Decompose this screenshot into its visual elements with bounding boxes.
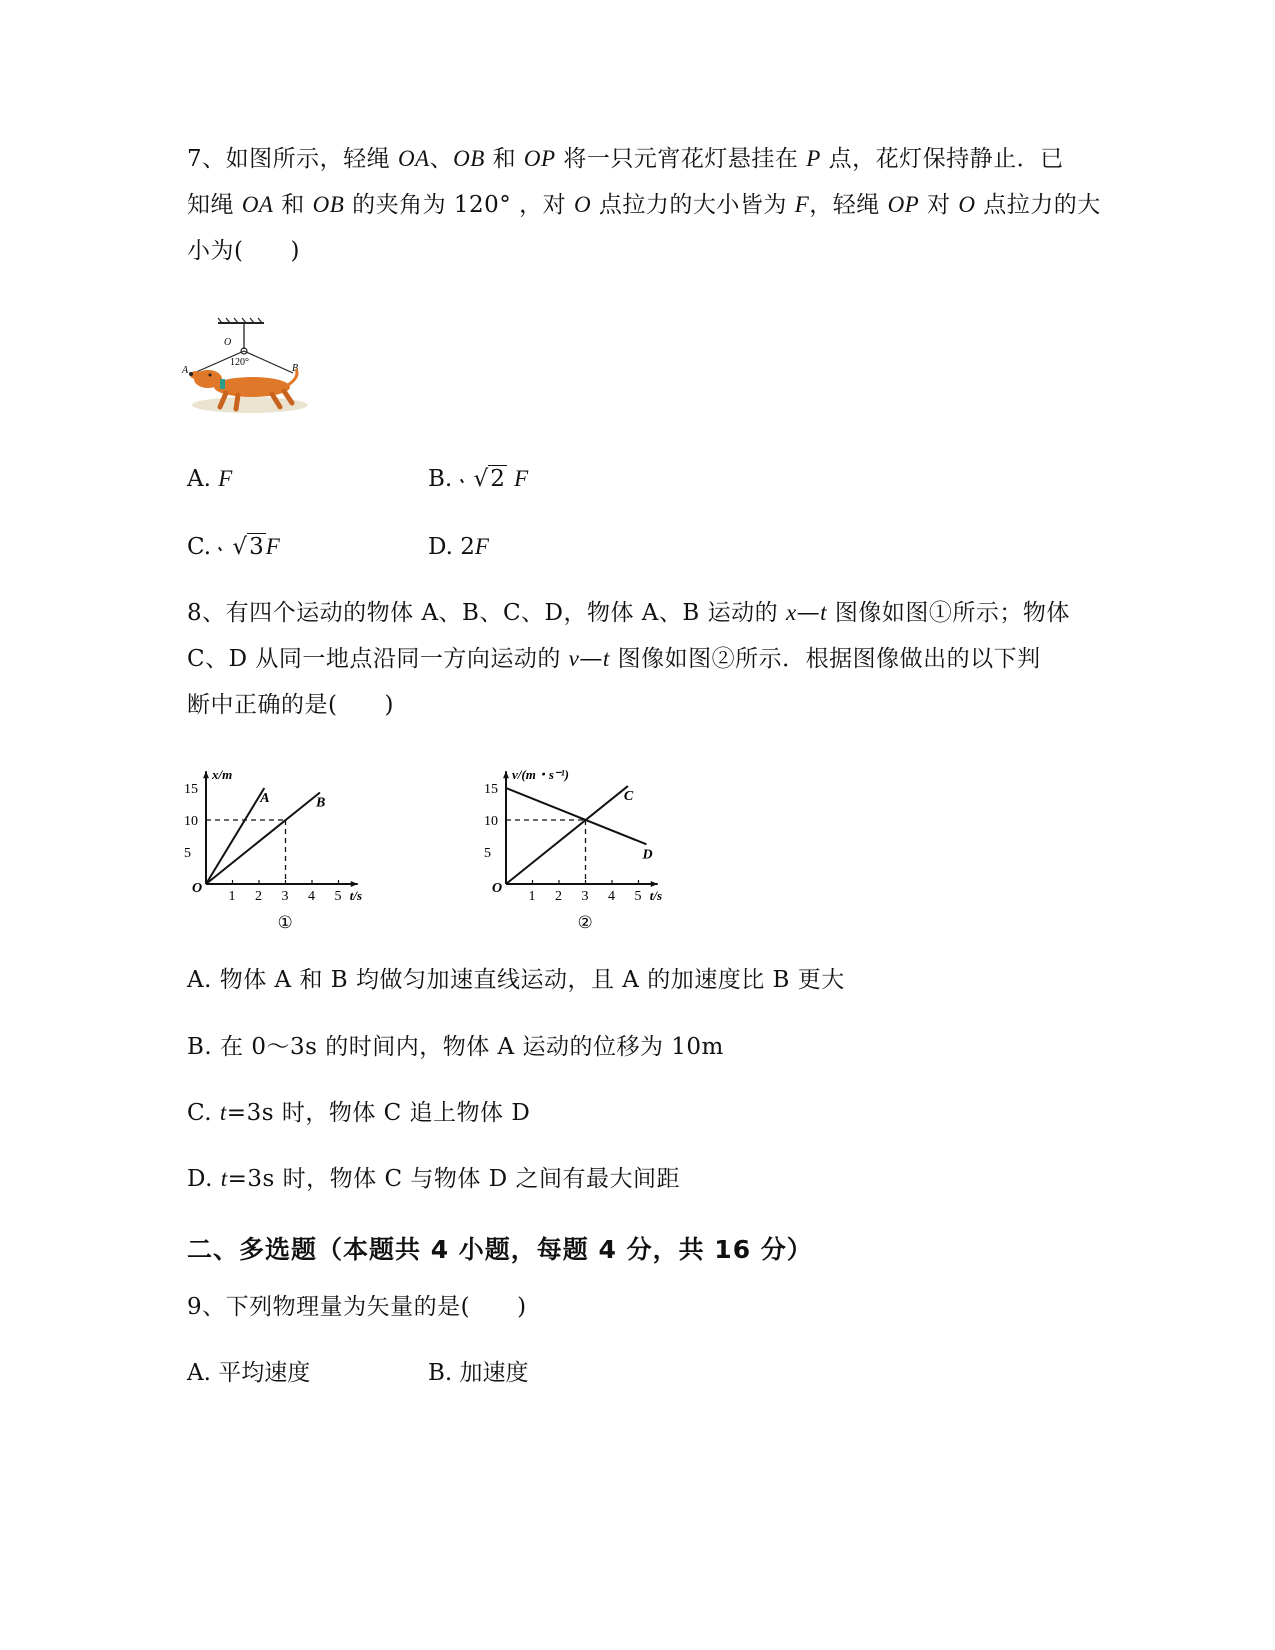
x-axis-arrow xyxy=(651,881,658,887)
x-tick-label: 1 xyxy=(228,889,236,904)
text: 和 xyxy=(484,146,524,172)
q7-option-c[interactable] xyxy=(187,532,280,562)
text: OB xyxy=(453,146,485,171)
section-heading: 二、多选题（本题共 4 小题，每题 4 分，共 16 分） xyxy=(187,1235,813,1264)
y-tick-label: 5 xyxy=(484,846,491,861)
text: =3s 时，物体 C 追上物体 D xyxy=(226,1100,531,1126)
text: O xyxy=(958,192,976,217)
y-axis-arrow xyxy=(503,771,509,778)
text: 7、如图所示，轻绳 xyxy=(187,146,398,172)
series-line-A xyxy=(206,788,264,884)
q9-stem xyxy=(187,1292,527,1322)
text: OA xyxy=(241,192,274,217)
origin-label: O xyxy=(492,881,503,896)
q7-lantern-figure xyxy=(180,315,320,425)
text: 点拉力的大小皆为 xyxy=(591,192,795,218)
text: F xyxy=(218,466,233,491)
vt-chart xyxy=(478,756,688,941)
x-tick-label: 2 xyxy=(255,889,262,904)
y-tick-label: 10 xyxy=(484,814,498,829)
text: 3 xyxy=(249,534,264,560)
text: 2 xyxy=(490,466,505,492)
text: A. 物体 A 和 B 均做匀加速直线运动，且 A 的加速度比 B 更大 xyxy=(187,967,845,993)
q7-option-d[interactable] xyxy=(428,532,489,562)
text: 将一只元宵花灯悬挂在 xyxy=(555,146,807,172)
text: C. xyxy=(187,534,219,560)
origin-label: O xyxy=(192,881,203,896)
text: P xyxy=(806,146,821,171)
x-tick-label: 1 xyxy=(528,889,536,904)
text: 点，花灯保持静止．已 xyxy=(820,146,1064,172)
text: — xyxy=(579,646,603,672)
q7-stem-line-1 xyxy=(187,144,1064,174)
text: 和 xyxy=(273,192,313,218)
y-tick-label: 10 xyxy=(184,814,198,829)
text: 9、下列物理量为矢量的是( ) xyxy=(187,1294,527,1320)
q8-option-a[interactable] xyxy=(187,965,845,995)
text: C、D 从同一地点沿同一方向运动的 xyxy=(187,646,569,672)
y-tick-label: 15 xyxy=(184,782,198,797)
chart-caption: ① xyxy=(277,913,293,932)
y-axis-label: x/m xyxy=(212,767,233,783)
y-tick-label: 5 xyxy=(184,846,191,861)
q8-option-c[interactable] xyxy=(187,1098,530,1128)
text: ，轻绳 xyxy=(809,192,888,218)
series-line-C xyxy=(506,786,628,884)
x-axis-arrow xyxy=(351,881,358,887)
label-A: A xyxy=(182,365,189,376)
q8-stem-line-2 xyxy=(187,644,1041,674)
label-angle: 120° xyxy=(230,357,249,368)
text: OA xyxy=(397,146,430,171)
x-tick-label: 2 xyxy=(555,889,562,904)
text: t xyxy=(602,646,610,671)
text: 知绳 xyxy=(187,192,242,218)
text: F xyxy=(474,534,489,559)
x-tick-label: 4 xyxy=(308,889,315,904)
x-tick-label: 3 xyxy=(281,889,289,904)
x-tick-label: 3 xyxy=(581,889,589,904)
text: 的夹角为 120° ，对 xyxy=(344,192,574,218)
x-axis-label: t/s xyxy=(349,888,363,903)
q7-option-a[interactable] xyxy=(187,464,232,494)
text: B. 加速度 xyxy=(428,1360,529,1386)
series-label-C: C xyxy=(623,789,634,805)
q8-option-b[interactable] xyxy=(187,1032,724,1062)
sqrt-symbol: √2 xyxy=(460,464,507,494)
text: A. 平均速度 xyxy=(187,1360,311,1386)
text: 图像如图①所示；物体 xyxy=(827,600,1070,626)
text: F xyxy=(794,192,810,217)
text: OB xyxy=(312,192,345,217)
series-line-B xyxy=(206,792,320,884)
x-axis-label: t/s xyxy=(649,888,663,903)
text: O xyxy=(573,192,592,217)
text: D. 2 xyxy=(428,534,475,560)
series-label-B: B xyxy=(315,795,326,811)
q8-stem-line-1 xyxy=(187,598,1070,628)
text: v xyxy=(568,646,580,671)
y-axis-arrow xyxy=(203,771,209,778)
y-tick-label: 15 xyxy=(484,782,498,797)
text: t xyxy=(219,1100,227,1125)
text: 小为( ) xyxy=(187,238,300,264)
text: OP xyxy=(887,192,920,217)
label-O: O xyxy=(224,337,232,348)
text: 对 xyxy=(919,192,959,218)
x-tick-label: 5 xyxy=(334,889,342,904)
series-label-A: A xyxy=(260,791,270,806)
q8-stem-line-3 xyxy=(187,690,394,720)
text: B. 在 0～3s 的时间内，物体 A 运动的位移为 10m xyxy=(187,1034,724,1060)
text: 点拉力的大 xyxy=(975,192,1101,218)
q8-option-d[interactable] xyxy=(187,1164,680,1194)
text: 断中正确的是( ) xyxy=(187,692,394,718)
text: t xyxy=(820,600,828,625)
text: OP xyxy=(523,146,556,171)
text: F xyxy=(514,466,529,491)
q9-option-b[interactable] xyxy=(428,1358,529,1388)
series-label-D: D xyxy=(642,847,653,863)
text: t xyxy=(220,1166,228,1191)
text: A. xyxy=(187,466,219,492)
q7-stem-line-3 xyxy=(187,236,300,266)
text: 8、有四个运动的物体 A、B、C、D，物体 A、B 运动的 xyxy=(187,600,786,626)
y-axis-label: v/(m・s⁻¹) xyxy=(512,767,569,783)
chart-caption: ② xyxy=(577,913,593,932)
text: =3s 时，物体 C 与物体 D 之间有最大间距 xyxy=(227,1166,680,1192)
q9-option-a[interactable] xyxy=(187,1358,310,1388)
q7-stem-line-2 xyxy=(187,190,1101,220)
sqrt-symbol: √3 xyxy=(218,532,265,562)
text: F xyxy=(265,534,280,559)
q7-option-b[interactable] xyxy=(428,464,528,494)
xt-chart xyxy=(178,756,388,941)
text: D. xyxy=(187,1166,221,1192)
text: B. xyxy=(428,466,460,492)
text: 图像如图②所示．根据图像做出的以下判 xyxy=(609,646,1041,672)
text: 、 xyxy=(429,146,454,172)
label-B: B xyxy=(292,363,299,374)
text: x xyxy=(785,600,797,625)
x-tick-label: 4 xyxy=(608,889,615,904)
text: C. xyxy=(187,1100,220,1126)
text: — xyxy=(796,600,821,626)
x-tick-label: 5 xyxy=(634,889,642,904)
